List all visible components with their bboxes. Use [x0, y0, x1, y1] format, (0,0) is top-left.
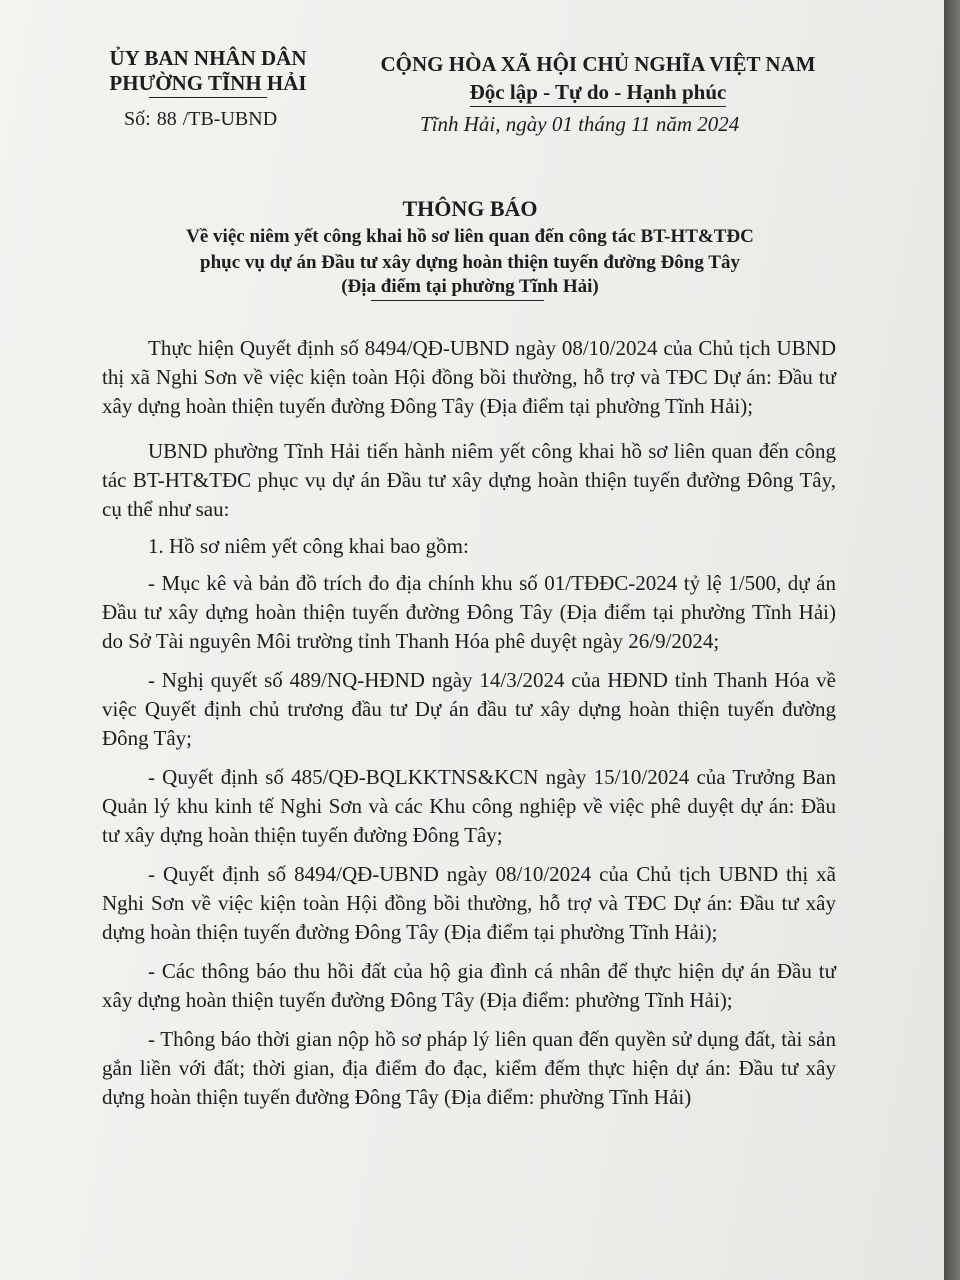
- list-item: - Các thông báo thu hồi đất của hộ gia đình cá nhân để thực hiện dự án Đầu tư xây dựng hoàn thiện tuyến đường Đông Tây (Địa điểm: phường Tĩnh Hải);: [102, 959, 836, 1012]
- title-subject-line1: Về việc niêm yết công khai hồ sơ liên quan đến công tác BT-HT&TĐC: [186, 226, 754, 247]
- number-value: 88: [156, 108, 177, 130]
- issuing-agency: [92, 46, 324, 96]
- agency-line2: PHƯỜNG TĨNH HẢI: [109, 71, 307, 95]
- page-edge-shadow: [944, 0, 960, 1280]
- document-title: [140, 194, 800, 298]
- national-header: [378, 50, 818, 106]
- section-heading: 1. Hồ sơ niêm yết công khai bao gồm:: [148, 534, 469, 558]
- title-location: (Địa điểm tại phường Tĩnh Hải): [341, 276, 599, 297]
- number-prefix: Số:: [124, 108, 151, 130]
- title-subject-line2: phục vụ dự án Đầu tư xây dựng hoàn thiện tuyến đường Đông Tây: [200, 252, 740, 273]
- number-suffix: /TB-UBND: [182, 108, 278, 130]
- country-name: CỘNG HÒA XÃ HỘI CHỦ NGHĨA VIỆT NAM: [380, 52, 816, 76]
- place-date: Tĩnh Hải, ngày 01 tháng 11 năm 2024: [420, 112, 740, 136]
- list-item: - Mục kê và bản đồ trích đo địa chính khu số 01/TĐĐC-2024 tỷ lệ 1/500, dự án Đầu tư xây dựng hoàn thiện tuyến đường Đông Tây (Địa điểm tại phường Tĩnh Hải) do Sở Tài nguyên Môi trường tỉnh Thanh Hóa phê duyệt ngày 26/9/2024;: [102, 571, 836, 653]
- national-motto: Độc lập - Tự do - Hạnh phúc: [469, 80, 727, 104]
- list-item: - Quyết định số 485/QĐ-BQLKKTNS&KCN ngày 15/10/2024 của Trưởng Ban Quản lý khu kinh tế Nghi Sơn và các Khu công nghiệp về việc phê duyệt dự án: Đầu tư xây dựng hoàn thiện tuyến đường Đông Tây;: [102, 765, 836, 847]
- paragraph-basis: Thực hiện Quyết định số 8494/QĐ-UBND ngày 08/10/2024 của Chủ tịch UBND thị xã Nghi Sơn về việc kiện toàn Hội đồng bồi thường, hỗ trợ và TĐC Dự án: Đầu tư xây dựng hoàn thiện tuyến đường Đông Tây (Địa điểm tại phường Tĩnh Hải);: [102, 336, 836, 418]
- agency-line1: ỦY BAN NHÂN DÂN: [109, 46, 307, 70]
- list-item: - Nghị quyết số 489/NQ-HĐND ngày 14/3/2024 của HĐND tỉnh Thanh Hóa về việc Quyết định chủ trương đầu tư Dự án đầu tư xây dựng hoàn thiện tuyến đường Đông Tây;: [102, 668, 836, 750]
- list-item: - Thông báo thời gian nộp hồ sơ pháp lý liên quan đến quyền sử dụng đất, tài sản gắn liền với đất; thời gian, địa điểm đo đạc, kiểm đếm thực hiện dự án: Đầu tư xây dựng hoàn thiện tuyến đường Đông Tây (Địa điểm: phường Tĩnh Hải): [102, 1027, 836, 1109]
- list-item: - Quyết định số 8494/QĐ-UBND ngày 08/10/2024 của Chủ tịch UBND thị xã Nghi Sơn về việc kiện toàn Hội đồng bồi thường, hỗ trợ và TĐC Dự án: Đầu tư xây dựng hoàn thiện tuyến đường Đông Tây (Địa điểm tại phường Tĩnh Hải);: [102, 862, 836, 944]
- paragraph-intro: UBND phường Tĩnh Hải tiến hành niêm yết công khai hồ sơ liên quan đến công tác BT-HT&TĐC phục vụ dự án Đầu tư xây dựng hoàn thiện tuyến đường Đông Tây, cụ thể như sau:: [102, 439, 836, 521]
- document-number: [124, 108, 277, 131]
- title-main: THÔNG BÁO: [402, 196, 538, 221]
- document-body: [102, 334, 836, 1122]
